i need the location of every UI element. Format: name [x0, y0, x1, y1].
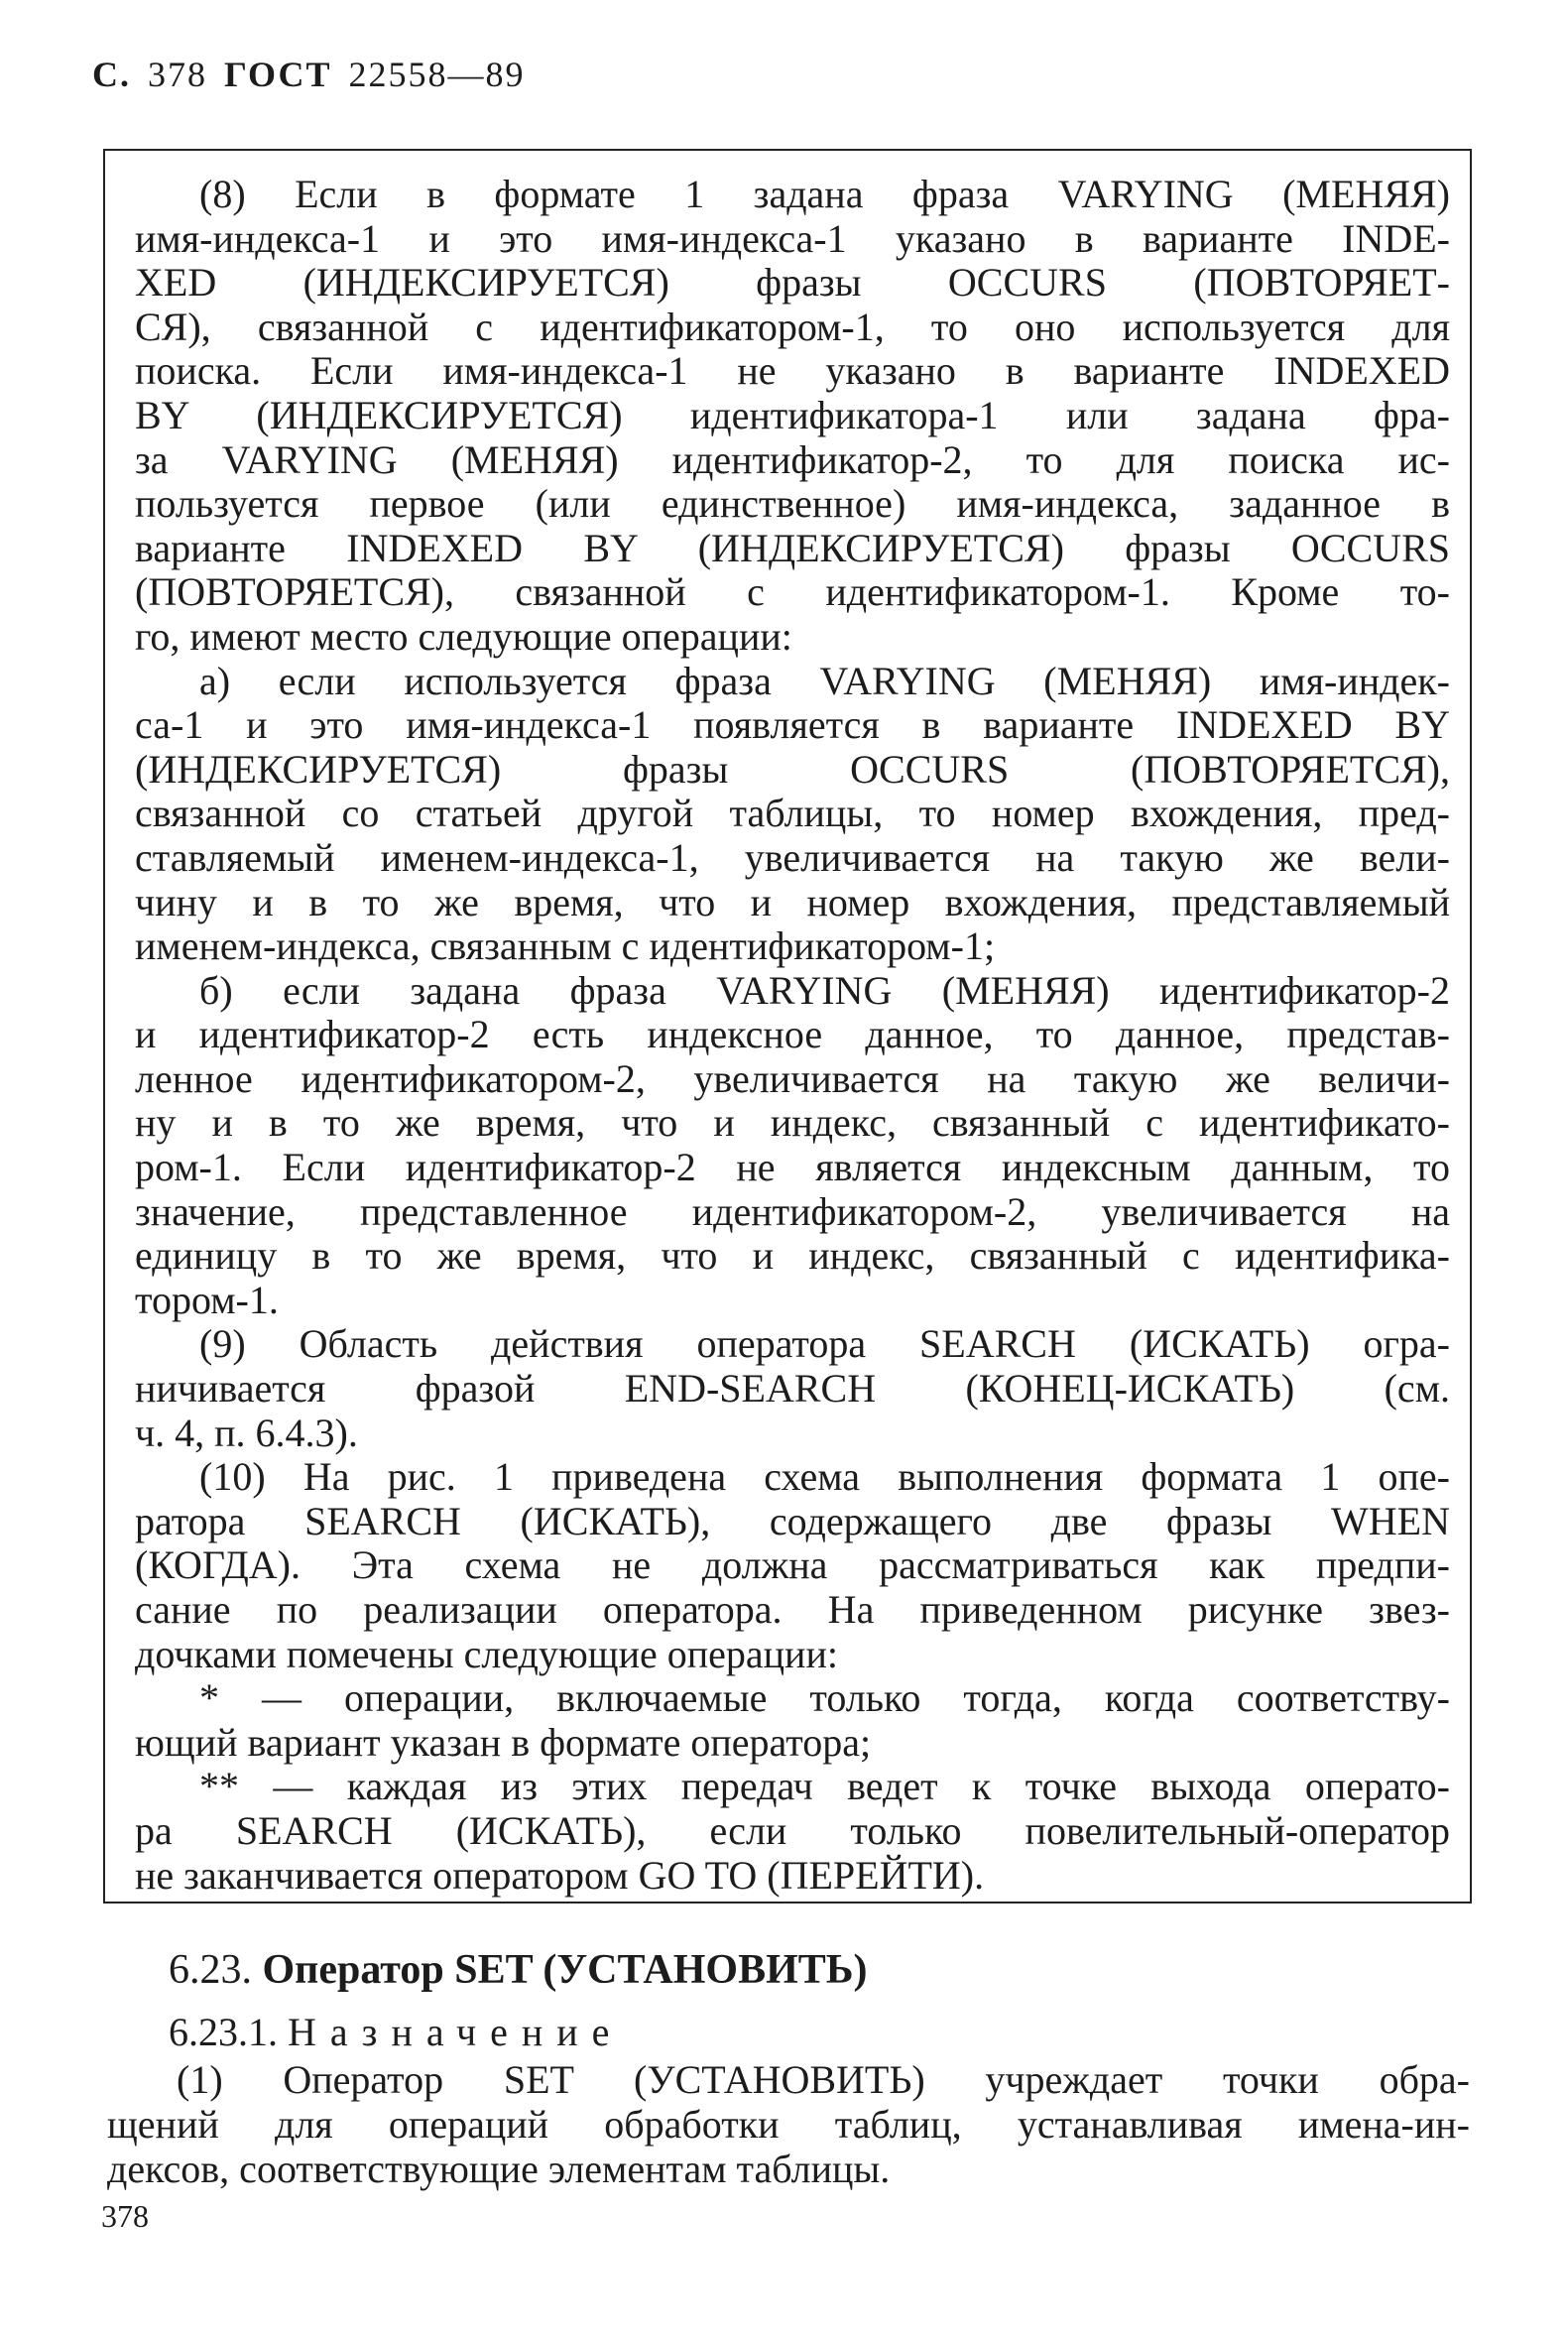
text-line: ленное идентификатором-2, увеличивается на такую же величи- [135, 1055, 1450, 1101]
paragraph-10 [135, 1455, 1450, 1676]
text-line: не заканчивается оператором GO TO (ПЕРЕЙТИ). [135, 1852, 985, 1898]
text-line: * — операции, включаемые только тогда, когда соответству- [199, 1675, 1450, 1721]
text-line: ч. 4, п. 6.4.3). [135, 1410, 358, 1455]
text-line: (1) Оператор SET (УСТАНОВИТЬ) учреждает точки обра- [177, 2057, 1470, 2102]
text-line: пользуется первое (или единственное) имя-индекса, заданное в [135, 481, 1450, 527]
text-line: ратора SEARCH (ИСКАТЬ), содержащего две фразы WHEN [135, 1498, 1450, 1543]
text-line: ром-1. Если идентификатор-2 не является индексным данным, то [135, 1145, 1450, 1190]
text-line: значение, представленное идентификатором-2, увеличивается на [135, 1188, 1450, 1234]
text-line: го, имеют место следующие операции: [135, 613, 792, 659]
text-line: имя-индекса-1 и это имя-индекса-1 указано в варианте INDE- [135, 215, 1450, 261]
text-line: (10) На рис. 1 приведена схема выполнения формата 1 опе- [199, 1454, 1450, 1500]
text-line: BY (ИНДЕКСИРУЕТСЯ) идентификатора-1 или задана фра- [135, 392, 1450, 437]
text-line: (8) Если в формате 1 задана фраза VARYING (МЕНЯЯ) [199, 172, 1450, 216]
text-line: ** — каждая из этих передач ведет к точке выхода операто- [199, 1764, 1450, 1809]
text-line: (КОГДА). Эта схема не должна рассматриваться как предпи- [135, 1542, 1450, 1588]
text-line: (ИНДЕКСИРУЕТСЯ) фразы OCCURS (ПОВТОРЯЕТСЯ), [135, 746, 1450, 792]
text-line: СЯ), связанной с идентификатором-1, то оно используется для [135, 304, 1450, 349]
header-prefix: С. [92, 55, 131, 94]
text-line: поиска. Если имя-индекса-1 не указано в варианте INDEXED [135, 348, 1450, 394]
subsection-heading [169, 2010, 623, 2055]
header-page-number: 378 [148, 55, 207, 94]
section-number: 6.23. [169, 1947, 252, 1993]
text-line: а) если используется фраза VARYING (МЕНЯЯ) имя-индек- [199, 658, 1450, 703]
header-standard: ГОСТ [224, 55, 332, 94]
text-line: ющий вариант указан в формате оператора; [135, 1719, 872, 1765]
text-line: и идентификатор-2 есть индексное данное, то данное, представ- [135, 1012, 1450, 1057]
subsection-number: 6.23.1. [169, 2010, 278, 2054]
text-line: сание по реализации оператора. На приведенном рисунке звез- [135, 1587, 1450, 1632]
text-line: б) если задана фраза VARYING (МЕНЯЯ) идентификатор-2 [199, 967, 1450, 1013]
text-line: тором-1. [135, 1277, 279, 1322]
text-line: ничивается фразой END-SEARCH (КОНЕЦ-ИСКАТЬ) (см. [135, 1366, 1450, 1412]
text-line: дочками помечены следующие операции: [135, 1631, 838, 1676]
header-standard-number: 22558—89 [348, 55, 526, 94]
paragraph-8 [135, 173, 1450, 660]
text-line: единицу в то же время, что и индекс, связанный с идентифика- [135, 1233, 1450, 1279]
text-line: ну и в то же время, что и индекс, связанный с идентификато- [135, 1100, 1450, 1146]
text-line: ставляемый именем-индекса-1, увеличивается на такую же вели- [135, 834, 1450, 880]
paragraph-9 [135, 1322, 1450, 1455]
text-line: (9) Область действия оператора SEARCH (ИСКАТЬ) огра- [199, 1321, 1450, 1367]
framed-text-block [103, 149, 1472, 1904]
section-title: Оператор SET (УСТАНОВИТЬ) [262, 1947, 868, 1993]
text-line: (ПОВТОРЯЕТСЯ), связанной с идентификатором-1. Кроме то- [135, 569, 1450, 615]
text-line: именем-индекса, связанным с идентификатором-1; [135, 923, 996, 969]
text-line: варианте INDEXED BY (ИНДЕКСИРУЕТСЯ) фразы OCCURS [135, 525, 1450, 570]
note-double-asterisk [135, 1765, 1450, 1898]
text-line: щений для операций обработки таблиц, устанавливая имена-ин- [107, 2102, 1470, 2147]
text-line: XED (ИНДЕКСИРУЕТСЯ) фразы OCCURS (ПОВТОРЯЕТ- [135, 260, 1450, 306]
sub-item-a [135, 660, 1450, 969]
text-line: чину и в то же время, что и номер вхождения, представляемый [135, 879, 1450, 924]
subsection-title: Назначение [288, 2010, 624, 2054]
text-line: связанной со статьей другой таблицы, то номер вхождения, пред- [135, 791, 1450, 836]
sub-item-b [135, 969, 1450, 1323]
paragraph-1 [107, 2057, 1470, 2191]
note-single-asterisk [135, 1676, 1450, 1765]
text-line: ра SEARCH (ИСКАТЬ), если только повелительный-оператор [135, 1807, 1450, 1853]
text-line: за VARYING (МЕНЯЯ) идентификатор-2, то для поиска ис- [135, 436, 1450, 482]
text-line: дексов, соответствующие элементам таблицы. [107, 2147, 891, 2191]
text-line: са-1 и это имя-индекса-1 появляется в варианте INDEXED BY [135, 702, 1450, 748]
page-number: 378 [101, 2198, 149, 2234]
page-header [92, 52, 525, 97]
section-heading [169, 1946, 868, 1994]
